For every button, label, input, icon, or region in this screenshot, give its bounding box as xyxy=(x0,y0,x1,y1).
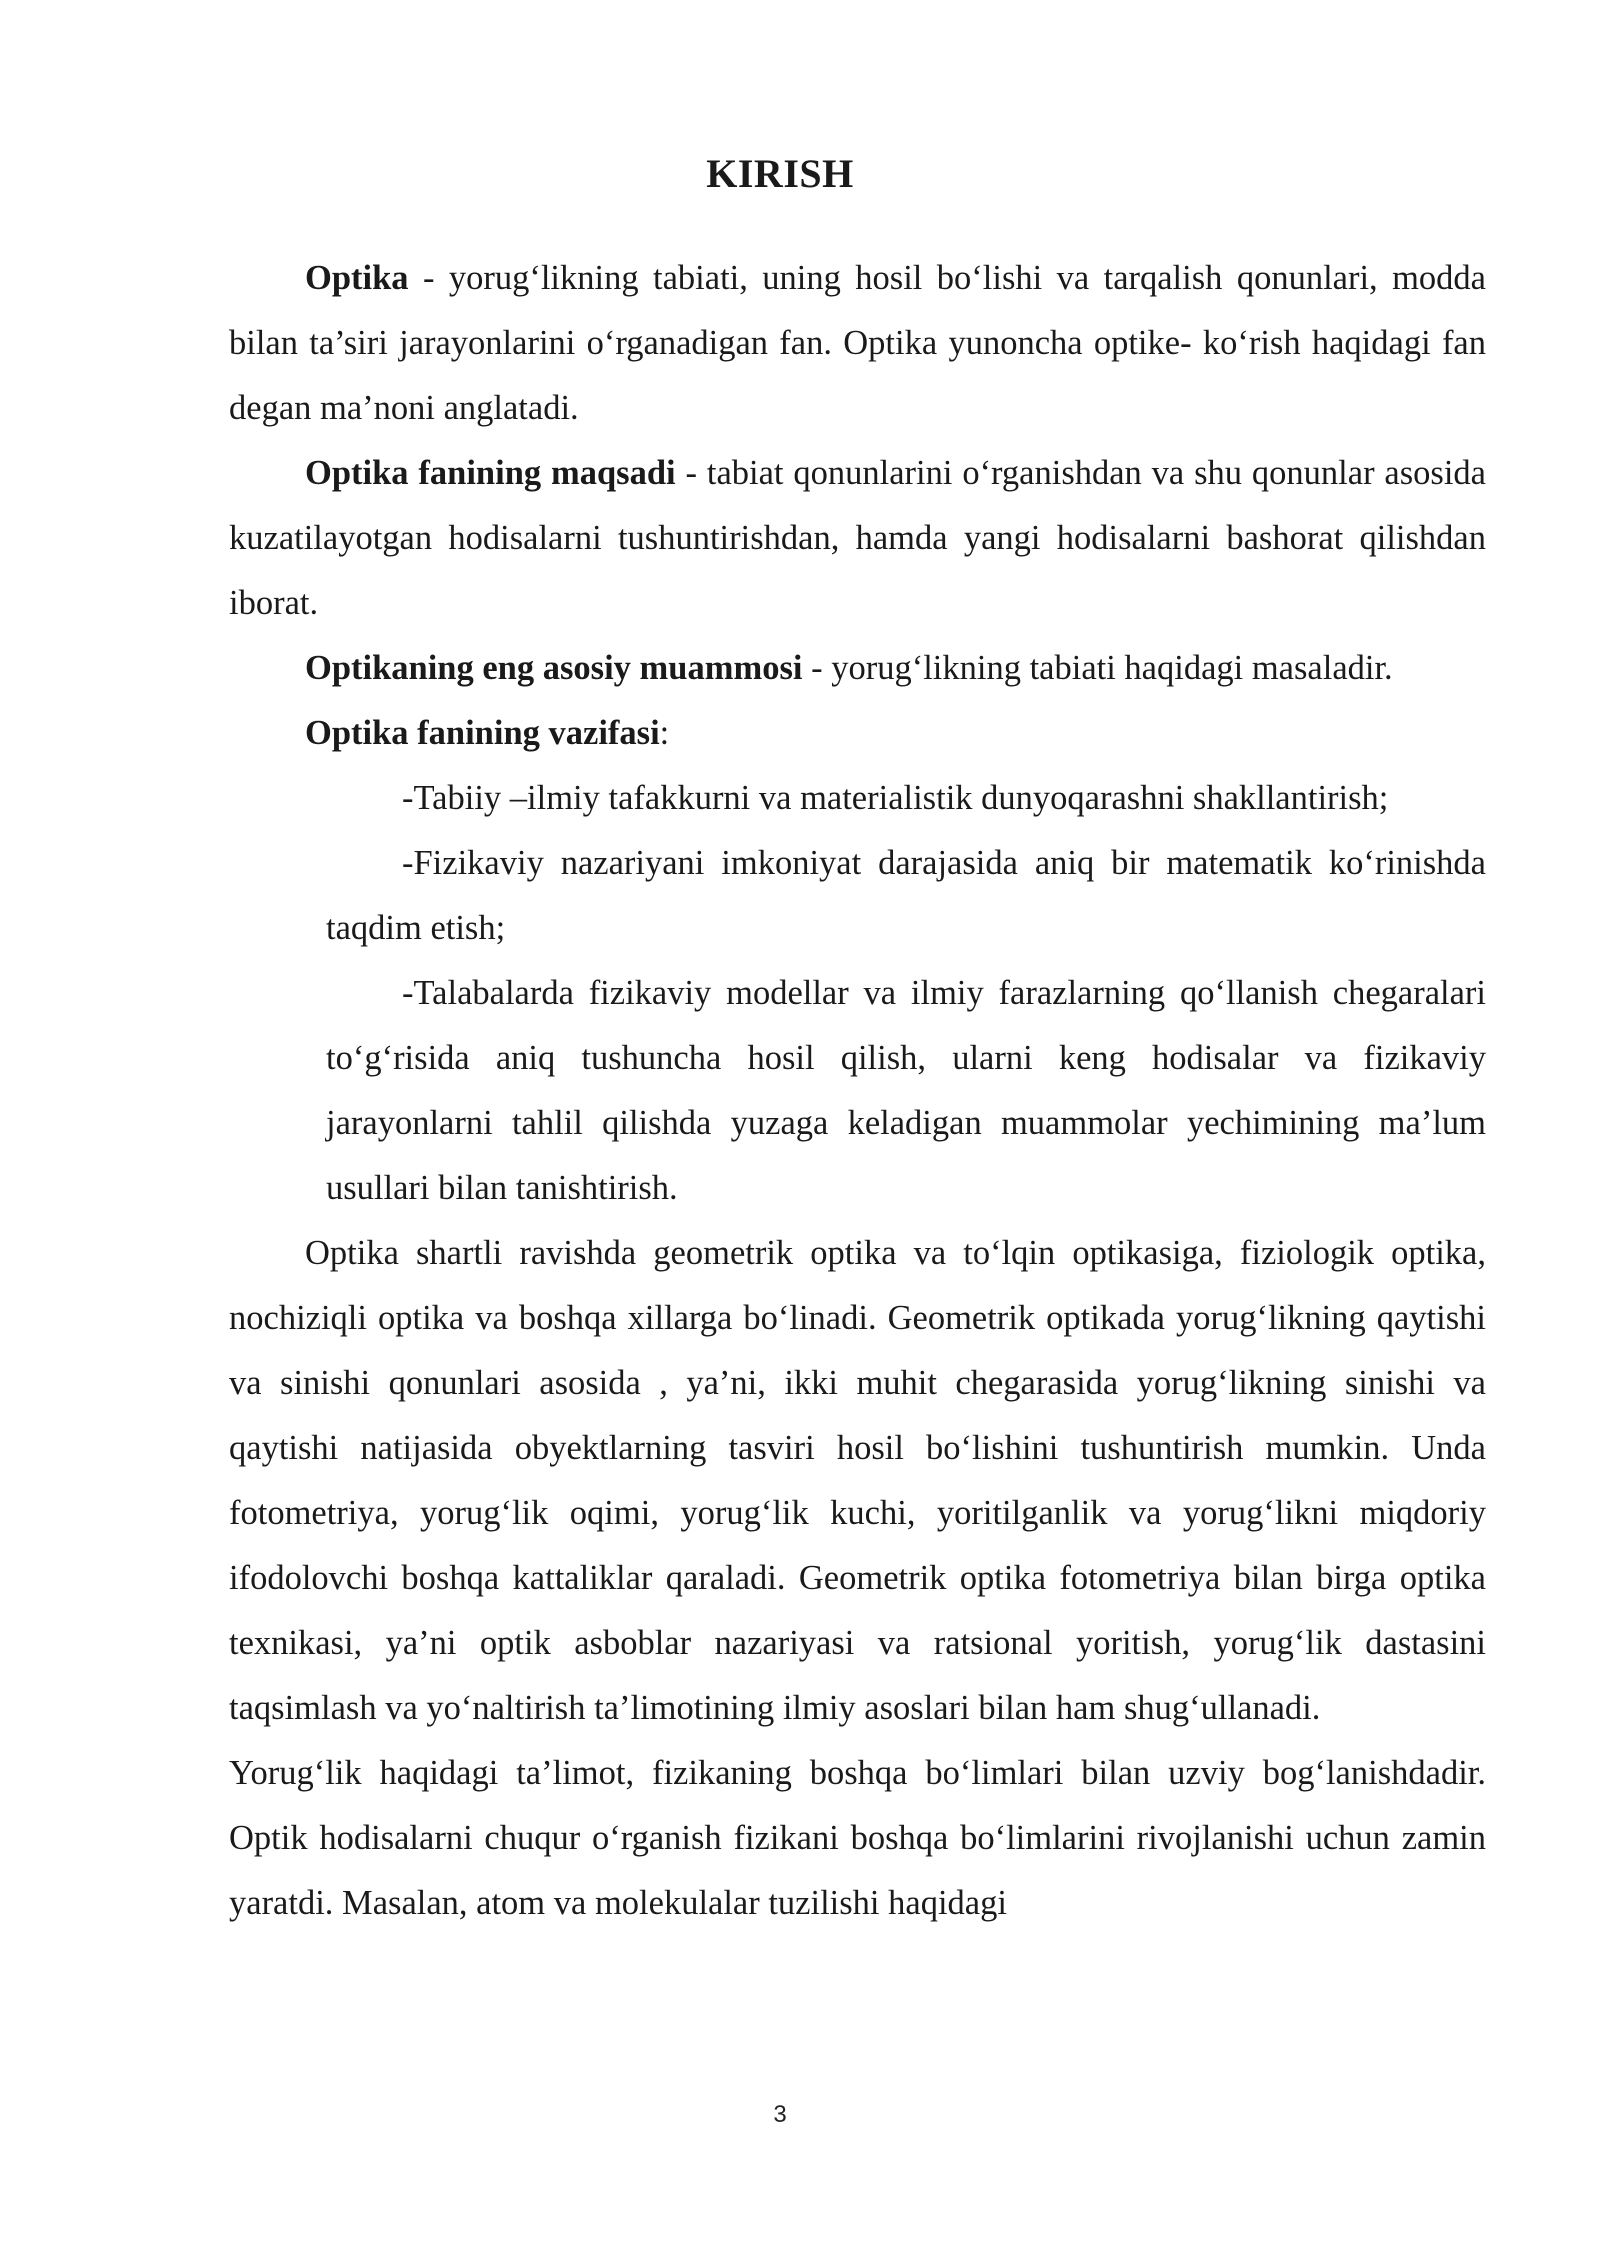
list-item xyxy=(326,831,1486,961)
document-body xyxy=(229,246,1486,1936)
paragraph-main-problem xyxy=(229,636,1486,701)
paragraph-classification: Optika shartli ravishda geometrik optika va to‘lqin optikasiga, fiziologik optika, nochiziqli optika va boshqa xillarga bo‘linadi. Geometrik optikada yorug‘likning qaytishi va sinishi qonunlari asosida , ya’ni, ikki muhit chegarasida yorug‘likning sinishi va qaytishi natijasida obyektlarning tasviri hosil bo‘lishini tushuntirish mumkin. Unda fotometriya, yorug‘lik oqimi, yorug‘lik kuchi, yoritilganlik va yorug‘likni miqdoriy ifodolovchi boshqa kattaliklar qaraladi. Geometrik optika fotometriya bilan birga optika texnikasi, ya’ni optik asboblar nazariyasi va ratsional yoritish, yorug‘lik dastasini taqsimlash va yo‘naltirish ta’limotining ilmiy asoslari bilan ham shug‘ullanadi. xyxy=(229,1234,1486,1727)
tasks-list xyxy=(229,766,1486,1221)
definition-text: - yorug‘likning tabiati, uning hosil bo‘lishi va tarqalish qonunlari, modda bilan ta’siri jarayonlarini o‘rganadigan fan. Optika yunoncha optike- ko‘rish haqidagi fan degan ma’noni anglatadi. xyxy=(229,259,1486,427)
list-marker: - xyxy=(402,779,414,817)
term-tasks: Optika fanining vazifasi xyxy=(305,714,660,752)
list-item-text: Tabiiy –ilmiy tafakkurni va materialistik dunyoqarashni shakllantirish; xyxy=(413,779,1389,817)
paragraph-goal xyxy=(229,441,1486,636)
paragraph-definition xyxy=(229,246,1486,441)
term-main-problem: Optikaning eng asosiy muammosi xyxy=(305,649,803,687)
term-optika: Optika xyxy=(305,259,409,297)
page-number: 3 xyxy=(773,2101,787,2128)
goal-text: - tabiat qonunlarini o‘rganishdan va shu qonunlar asosida kuzatilayotgan hodisalarni tushuntirishdan, hamda yangi hodisalarni bashorat qilishdan iborat. xyxy=(229,454,1486,622)
list-marker: - xyxy=(402,844,414,882)
list-marker: - xyxy=(402,974,414,1012)
list-item xyxy=(326,766,1486,831)
paragraph-tasks-heading xyxy=(229,701,1486,766)
tasks-colon: : xyxy=(659,714,670,752)
main-problem-text: - yorug‘likning tabiati haqidagi masaladir. xyxy=(802,649,1393,687)
term-goal: Optika fanining maqsadi xyxy=(305,454,676,492)
page-title: KIRISH xyxy=(706,151,854,196)
list-item-text: Talabalarda fizikaviy modellar va ilmiy farazlarning qo‘llanish chegaralari to‘g‘risida aniq tushuncha hosil qilish, ularni keng hodisalar va fizikaviy jarayonlarni tahlil qilishda yuzaga keladigan muammolar yechimining ma’lum usullari bilan tanishtirish. xyxy=(326,974,1486,1207)
list-item-text: Fizikaviy nazariyani imkoniyat darajasida aniq bir matematik ko‘rinishda taqdim etish; xyxy=(326,844,1486,947)
list-item xyxy=(326,961,1486,1221)
paragraph-relation: Yorug‘lik haqidagi ta’limot, fizikaning boshqa bo‘limlari bilan uzviy bog‘lanishdadir. Optik hodisalarni chuqur o‘rganish fizikani boshqa bo‘limlarini rivojlanishi uchun zamin yaratdi. Masalan, atom va molekulalar tuzilishi haqidagi xyxy=(229,1754,1486,1922)
